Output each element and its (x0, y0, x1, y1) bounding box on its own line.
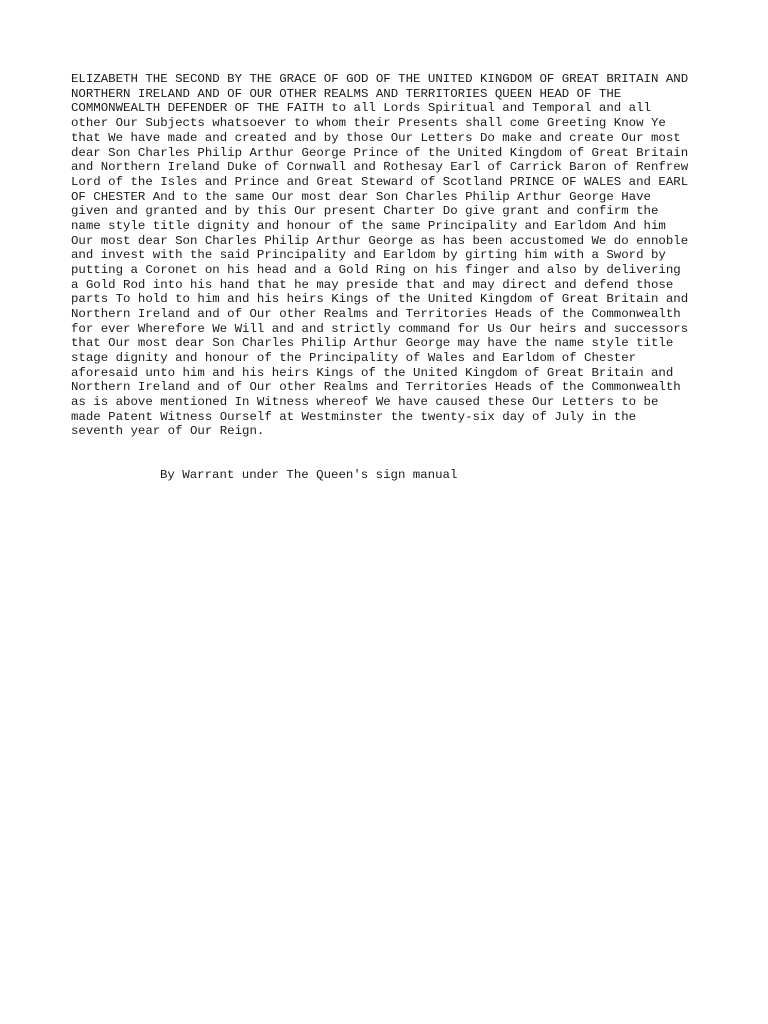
charter-line: parts To hold to him and his heirs Kings of the United Kingdom of Great Britain and (71, 292, 689, 306)
warrant-signature-line: By Warrant under The Queen's sign manual (160, 468, 458, 482)
charter-line: a Gold Rod into his hand that he may preside that and may direct and defend those (71, 278, 674, 292)
charter-line: as is above mentioned In Witness whereof We have caused these Our Letters to be (71, 395, 659, 409)
charter-line: other Our Subjects whatsoever to whom their Presents shall come Greeting Know Ye (71, 116, 666, 130)
charter-line: dear Son Charles Philip Arthur George Prince of the United Kingdom of Great Britain (71, 146, 689, 160)
charter-line: Our most dear Son Charles Philip Arthur George as has been accustomed We do ennoble (71, 234, 689, 248)
charter-line: aforesaid unto him and his heirs Kings of the United Kingdom of Great Britain and (71, 366, 674, 380)
charter-line: Northern Ireland and of Our other Realms and Territories Heads of the Commonwealth (71, 307, 681, 321)
charter-line: OF CHESTER And to the same Our most dear Son Charles Philip Arthur George Have (71, 190, 651, 204)
charter-line: NORTHERN IRELAND AND OF OUR OTHER REALMS AND TERRITORIES QUEEN HEAD OF THE (71, 87, 622, 101)
charter-line: and Northern Ireland Duke of Cornwall and Rothesay Earl of Carrick Baron of Renfrew (71, 160, 689, 174)
charter-line: stage dignity and honour of the Principality of Wales and Earldom of Chester (71, 351, 637, 365)
charter-line: name style title dignity and honour of the same Principality and Earldom And him (71, 219, 666, 233)
charter-line: given and granted and by this Our present Charter Do give grant and confirm the (71, 204, 659, 218)
charter-line: for ever Wherefore We Will and and strictly command for Us Our heirs and successors (71, 322, 689, 336)
charter-line: that Our most dear Son Charles Philip Arthur George may have the name style title (71, 336, 674, 350)
charter-line: that We have made and created and by those Our Letters Do make and create Our most (71, 131, 681, 145)
charter-line: Northern Ireland and of Our other Realms and Territories Heads of the Commonwealth (71, 380, 681, 394)
charter-line: made Patent Witness Ourself at Westminster the twenty-six day of July in the (71, 410, 637, 424)
charter-line: seventh year of Our Reign. (71, 424, 265, 438)
charter-line: and invest with the said Principality and Earldom by girting him with a Sword by (71, 248, 666, 262)
charter-line: COMMONWEALTH DEFENDER OF THE FAITH to all Lords Spiritual and Temporal and all (71, 101, 651, 115)
charter-line: Lord of the Isles and Prince and Great Steward of Scotland PRINCE OF WALES and EARL (71, 175, 689, 189)
charter-line: ELIZABETH THE SECOND BY THE GRACE OF GOD OF THE UNITED KINGDOM OF GREAT BRITAIN AND (71, 72, 689, 86)
charter-line: putting a Coronet on his head and a Gold Ring on his finger and also by delivering (71, 263, 681, 277)
